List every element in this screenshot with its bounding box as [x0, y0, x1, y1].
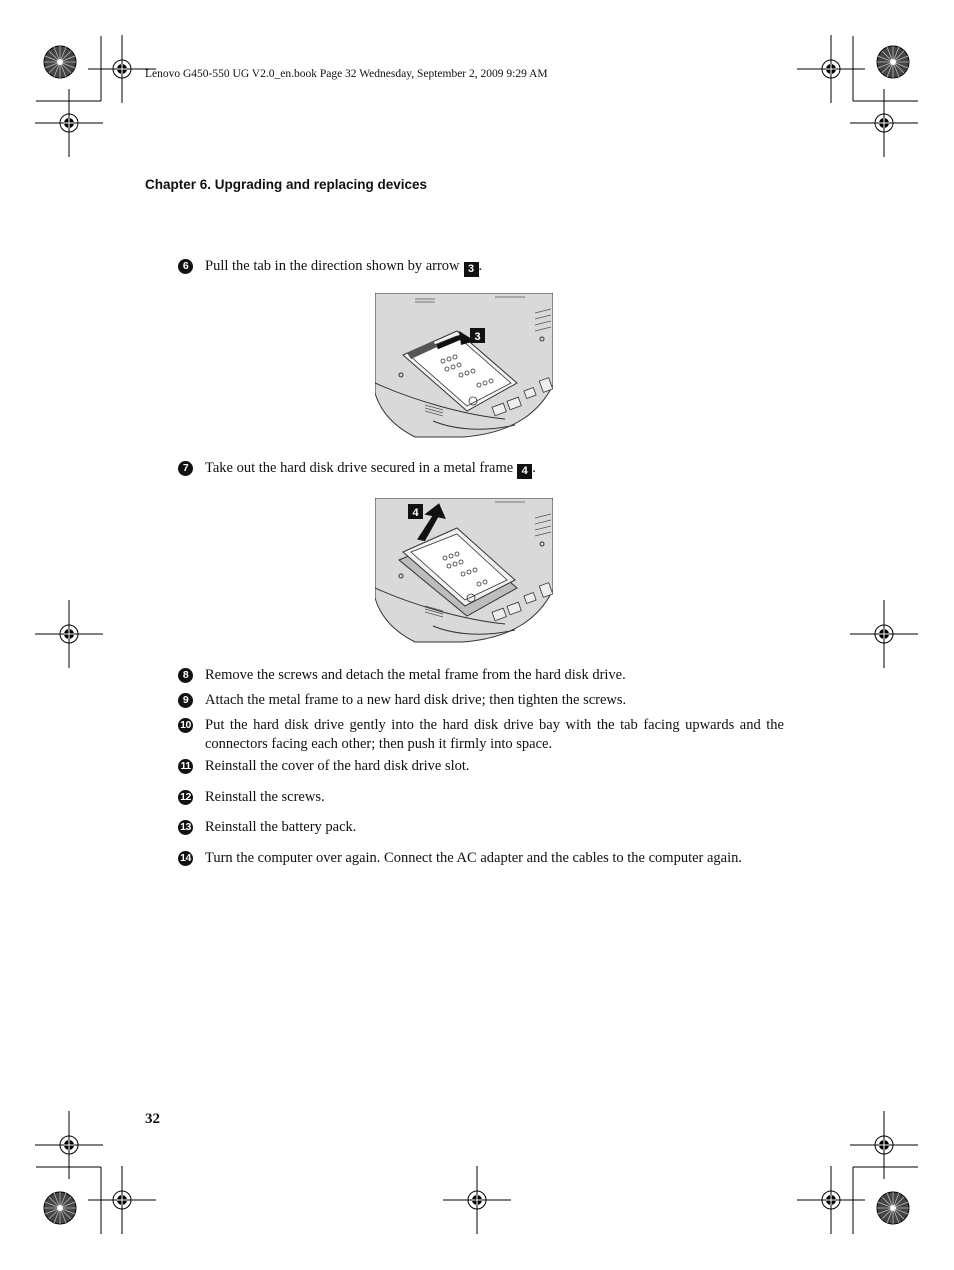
book-header-line: Lenovo G450-550 UG V2.0_en.book Page 32 Wednesday, September 2, 2009 9:29 AM — [145, 68, 548, 80]
step-number: 6 — [178, 259, 193, 274]
corner-mark-bottom-right — [797, 1111, 918, 1234]
figure-pull-tab — [375, 293, 553, 438]
callout-badge: 3 — [464, 262, 479, 277]
bottom-center-mark — [443, 1166, 511, 1234]
step-text: Attach the metal frame to a new hard disk drive; then tighten the screws. — [205, 692, 627, 708]
side-mark-left — [35, 600, 103, 668]
step-text: Reinstall the battery pack. — [205, 819, 357, 835]
step-text: Reinstall the cover of the hard disk drive slot. — [205, 758, 470, 774]
step-text: Remove the screws and detach the metal frame from the hard disk drive. — [205, 667, 626, 683]
step-7: 7 Take out the hard disk drive secured in a metal frame 4 . — [178, 459, 784, 479]
step-text: Take out the hard disk drive secured in a metal frame — [205, 460, 514, 476]
figure-remove-drive — [375, 498, 553, 643]
corner-mark-top-right — [797, 35, 918, 157]
chapter-title: Chapter 6. Upgrading and replacing devices — [145, 177, 428, 192]
side-mark-right — [850, 600, 918, 668]
step-11 — [178, 757, 784, 776]
step-number: 13 — [178, 820, 193, 835]
step-8 — [178, 666, 784, 685]
step-number: 12 — [178, 790, 193, 805]
step-text: Turn the computer over again. Connect the AC adapter and the cables to the computer again. — [205, 850, 743, 866]
step-number: 8 — [178, 668, 193, 683]
step-number: 14 — [178, 851, 193, 866]
step-number: 11 — [178, 759, 193, 774]
step-6: 6 Pull the tab in the direction shown by arrow 3 . — [178, 257, 784, 277]
step-14 — [178, 849, 784, 868]
figure-callout-label: 3 — [474, 331, 481, 343]
step-13 — [178, 818, 784, 837]
step-text: Reinstall the screws. — [205, 789, 325, 805]
step-number: 10 — [178, 718, 193, 733]
figure-callout-label: 4 — [412, 507, 419, 519]
step-number: 9 — [178, 693, 193, 708]
corner-mark-bottom-left — [35, 1111, 156, 1234]
step-text: Put the hard disk drive gently into the hard disk drive bay with the tab facing upwards and the connectors facing each other; then push it firmly into space. — [205, 717, 784, 752]
step-9 — [178, 691, 784, 710]
page-number: 32 — [145, 1111, 160, 1127]
step-12 — [178, 788, 784, 807]
corner-mark-top-left — [35, 35, 156, 157]
step-number: 7 — [178, 461, 193, 476]
step-text: Pull the tab in the direction shown by arrow — [205, 258, 460, 274]
step-10 — [178, 716, 784, 754]
callout-badge: 4 — [517, 464, 532, 479]
